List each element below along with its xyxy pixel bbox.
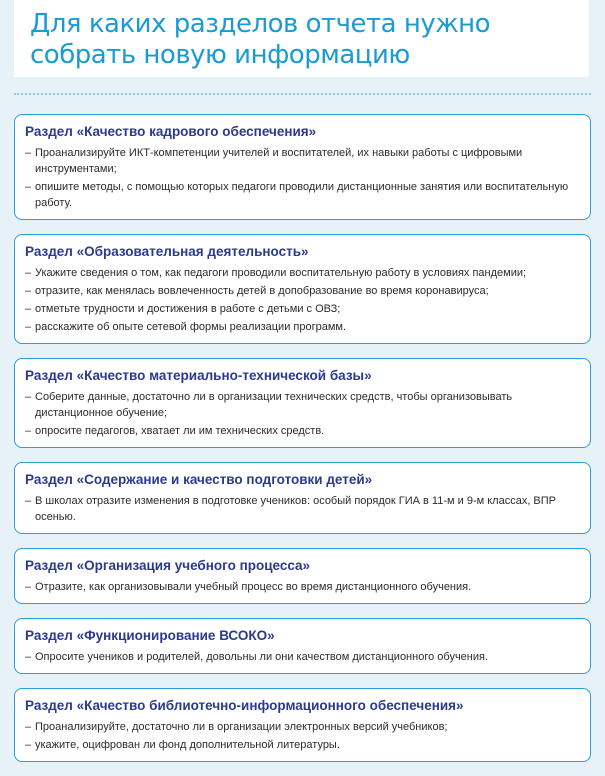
- dash-bullet: –: [25, 147, 32, 159]
- dash-bullet: –: [25, 425, 32, 437]
- sections-list: [14, 114, 591, 776]
- list-item: [25, 579, 580, 595]
- list-item-text: Соберите данные, достаточно ли в организации технических средств, чтобы организовывать дистанционное обучение;: [35, 391, 513, 419]
- section-title: Раздел «Качество библиотечно-информационного обеспечения»: [25, 698, 464, 713]
- section-items: [25, 265, 580, 335]
- section-card: [14, 358, 591, 448]
- section-title: Раздел «Организация учебного процесса»: [25, 558, 311, 573]
- list-item-text: Проанализируйте ИКТ-компетенции учителей и воспитателей, их навыки работы с цифровыми инструментами;: [35, 147, 523, 175]
- list-item-text: Проанализируйте, достаточно ли в организации электронных версий учебников;: [35, 721, 448, 733]
- section-card: [14, 462, 591, 534]
- list-item: [25, 283, 580, 299]
- dotted-divider: [14, 93, 591, 95]
- dash-bullet: –: [25, 721, 32, 733]
- list-item-text: Опросите учеников и родителей, довольны ли они качеством дистанционного обучения.: [35, 651, 489, 663]
- list-item: [25, 145, 580, 177]
- dash-bullet: –: [25, 581, 32, 593]
- section-card: [14, 114, 591, 220]
- list-item-text: укажите, оцифрован ли фонд дополнительной литературы.: [35, 739, 340, 751]
- list-item: [25, 649, 580, 665]
- dash-bullet: –: [25, 391, 32, 403]
- list-item-text: отметьте трудности и достижения в работе с детьми с ОВЗ;: [35, 303, 341, 315]
- dash-bullet: –: [25, 285, 32, 297]
- list-item: [25, 389, 580, 421]
- list-item-text: Укажите сведения о том, как педагоги проводили воспитательную работу в условиях пандемии;: [35, 267, 527, 279]
- list-item-text: В школах отразите изменения в подготовке учеников: особый порядок ГИА в 11-м и 9-м классах, ВПР осенью.: [35, 495, 557, 523]
- section-items: [25, 579, 580, 595]
- section-title: Раздел «Образовательная деятельность»: [25, 244, 309, 259]
- list-item: [25, 301, 580, 317]
- list-item: [25, 423, 580, 439]
- list-item-text: Отразите, как организовывали учебный процесс во время дистанционного обучения.: [35, 581, 472, 593]
- list-item: [25, 737, 580, 753]
- section-title: Раздел «Содержание и качество подготовки детей»: [25, 472, 373, 487]
- list-item-text: опросите педагогов, хватает ли им технических средств.: [35, 425, 325, 437]
- dash-bullet: –: [25, 321, 32, 333]
- section-items: [25, 493, 580, 525]
- dash-bullet: –: [25, 739, 32, 751]
- section-card: [14, 234, 591, 344]
- dash-bullet: –: [25, 267, 32, 279]
- dash-bullet: –: [25, 181, 32, 193]
- list-item-text: отразите, как менялась вовлеченность детей в допобразование во время коронавируса;: [35, 285, 489, 297]
- section-items: [25, 145, 580, 211]
- section-title: Раздел «Функционирование ВСОКО»: [25, 628, 275, 643]
- dash-bullet: –: [25, 303, 32, 315]
- section-items: [25, 389, 580, 439]
- dash-bullet: –: [25, 495, 32, 507]
- list-item: [25, 319, 580, 335]
- list-item-text: опишите методы, с помощью которых педагоги проводили дистанционные занятия или воспитательную работу.: [35, 181, 569, 209]
- section-card: [14, 548, 591, 604]
- section-card: [14, 618, 591, 674]
- title-box: [14, 0, 589, 77]
- section-card: [14, 688, 591, 762]
- dash-bullet: –: [25, 651, 32, 663]
- section-title: Раздел «Качество материально-технической базы»: [25, 368, 372, 383]
- section-items: [25, 649, 580, 665]
- list-item: [25, 179, 580, 211]
- list-item: [25, 265, 580, 281]
- list-item: [25, 719, 580, 735]
- section-title: Раздел «Качество кадрового обеспечения»: [25, 124, 317, 139]
- list-item-text: расскажите об опыте сетевой формы реализации программ.: [35, 321, 347, 333]
- list-item: [25, 493, 580, 525]
- page-title: Для каких разделов отчета нужно собрать новую информацию: [30, 9, 491, 70]
